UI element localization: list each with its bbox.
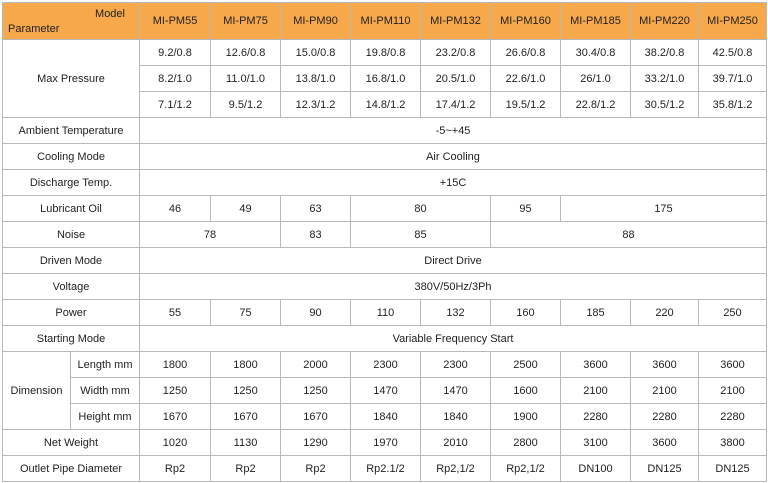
table-cell: 1130 bbox=[211, 430, 281, 456]
table-cell: 1250 bbox=[211, 378, 281, 404]
table-cell: 42.5/0.8 bbox=[699, 40, 767, 66]
table-cell: 80 bbox=[351, 196, 491, 222]
table-cell: 250 bbox=[699, 300, 767, 326]
table-cell: Rp2 bbox=[140, 456, 211, 482]
table-cell: -5~+45 bbox=[140, 118, 767, 144]
row-label: Discharge Temp. bbox=[3, 170, 140, 196]
table-cell: 26/1.0 bbox=[561, 66, 631, 92]
table-cell: 78 bbox=[140, 222, 281, 248]
row-label: Outlet Pipe Diameter bbox=[3, 456, 140, 482]
parameter-heading: Parameter bbox=[8, 23, 60, 35]
row-label: Starting Mode bbox=[3, 326, 140, 352]
table-cell: 2000 bbox=[281, 352, 351, 378]
table-cell: 12.3/1.2 bbox=[281, 92, 351, 118]
outlet-pipe-row bbox=[3, 456, 767, 482]
table-cell: Rp2.1/2 bbox=[351, 456, 421, 482]
row-label: Noise bbox=[3, 222, 140, 248]
table-cell: 160 bbox=[491, 300, 561, 326]
table-cell: 19.5/1.2 bbox=[491, 92, 561, 118]
table-cell: Rp2 bbox=[281, 456, 351, 482]
table-cell: 175 bbox=[561, 196, 767, 222]
sub-label: Height mm bbox=[71, 404, 140, 430]
model-header: MI-PM75 bbox=[211, 3, 281, 40]
model-header: MI-PM132 bbox=[421, 3, 491, 40]
table-cell: 1020 bbox=[140, 430, 211, 456]
table-cell: Air Cooling bbox=[140, 144, 767, 170]
spec-table bbox=[2, 2, 767, 482]
table-cell: 30.5/1.2 bbox=[631, 92, 699, 118]
table-cell: 22.6/1.0 bbox=[491, 66, 561, 92]
row-label: Ambient Temperature bbox=[3, 118, 140, 144]
noise-row bbox=[3, 222, 767, 248]
table-cell: 9.5/1.2 bbox=[211, 92, 281, 118]
table-cell: 1840 bbox=[421, 404, 491, 430]
model-heading: Model bbox=[95, 8, 125, 20]
table-cell: 1800 bbox=[140, 352, 211, 378]
table-cell: 2280 bbox=[699, 404, 767, 430]
table-cell: Rp2 bbox=[211, 456, 281, 482]
row-label: Dimension bbox=[3, 352, 71, 430]
sub-label: Length mm bbox=[71, 352, 140, 378]
table-cell: 3800 bbox=[699, 430, 767, 456]
row-label: Voltage bbox=[3, 274, 140, 300]
table-cell: 1470 bbox=[421, 378, 491, 404]
table-cell: 85 bbox=[351, 222, 491, 248]
table-cell: 1250 bbox=[281, 378, 351, 404]
table-cell: Rp2,1/2 bbox=[491, 456, 561, 482]
table-cell: 75 bbox=[211, 300, 281, 326]
table-cell: DN125 bbox=[699, 456, 767, 482]
table-cell: 17.4/1.2 bbox=[421, 92, 491, 118]
table-cell: Rp2,1/2 bbox=[421, 456, 491, 482]
header-corner bbox=[3, 3, 140, 40]
table-cell: 2100 bbox=[631, 378, 699, 404]
model-header: MI-PM55 bbox=[140, 3, 211, 40]
table-cell: Direct Drive bbox=[140, 248, 767, 274]
table-cell: 39.7/1.0 bbox=[699, 66, 767, 92]
table-cell: 1970 bbox=[351, 430, 421, 456]
max-pressure-row bbox=[3, 40, 767, 66]
table-cell: 63 bbox=[281, 196, 351, 222]
sub-label: Width mm bbox=[71, 378, 140, 404]
model-header: MI-PM220 bbox=[631, 3, 699, 40]
table-cell: 1290 bbox=[281, 430, 351, 456]
starting-mode-row bbox=[3, 326, 767, 352]
table-cell: 90 bbox=[281, 300, 351, 326]
table-cell: 14.8/1.2 bbox=[351, 92, 421, 118]
table-cell: 3600 bbox=[631, 430, 699, 456]
table-cell: 2280 bbox=[631, 404, 699, 430]
table-cell: 8.2/1.0 bbox=[140, 66, 211, 92]
table-cell: DN100 bbox=[561, 456, 631, 482]
table-cell: 110 bbox=[351, 300, 421, 326]
table-cell: 1670 bbox=[211, 404, 281, 430]
driven-mode-row bbox=[3, 248, 767, 274]
table-cell: 2100 bbox=[699, 378, 767, 404]
row-label: Power bbox=[3, 300, 140, 326]
discharge-temp-row bbox=[3, 170, 767, 196]
power-row bbox=[3, 300, 767, 326]
table-cell: 26.6/0.8 bbox=[491, 40, 561, 66]
table-cell: 2100 bbox=[561, 378, 631, 404]
table-cell: 16.8/1.0 bbox=[351, 66, 421, 92]
voltage-row bbox=[3, 274, 767, 300]
table-cell: 15.0/0.8 bbox=[281, 40, 351, 66]
table-cell: 1250 bbox=[140, 378, 211, 404]
table-cell: 9.2/0.8 bbox=[140, 40, 211, 66]
dimension-row bbox=[3, 378, 767, 404]
table-cell: 380V/50Hz/3Ph bbox=[140, 274, 767, 300]
table-cell: 7.1/1.2 bbox=[140, 92, 211, 118]
table-cell: 2500 bbox=[491, 352, 561, 378]
table-cell: 1600 bbox=[491, 378, 561, 404]
table-cell: 11.0/1.0 bbox=[211, 66, 281, 92]
table-cell: 46 bbox=[140, 196, 211, 222]
model-header: MI-PM160 bbox=[491, 3, 561, 40]
table-cell: 3600 bbox=[561, 352, 631, 378]
cooling-mode-row bbox=[3, 144, 767, 170]
table-cell: 22.8/1.2 bbox=[561, 92, 631, 118]
row-label: Net Weight bbox=[3, 430, 140, 456]
row-label: Driven Mode bbox=[3, 248, 140, 274]
table-cell: 2300 bbox=[421, 352, 491, 378]
table-cell: 1900 bbox=[491, 404, 561, 430]
table-cell: 1670 bbox=[140, 404, 211, 430]
table-cell: +15C bbox=[140, 170, 767, 196]
table-cell: 20.5/1.0 bbox=[421, 66, 491, 92]
model-header: MI-PM250 bbox=[699, 3, 767, 40]
row-label: Max Pressure bbox=[3, 40, 140, 118]
table-cell: 1470 bbox=[351, 378, 421, 404]
table-cell: 30.4/0.8 bbox=[561, 40, 631, 66]
table-cell: 1670 bbox=[281, 404, 351, 430]
table-cell: 3600 bbox=[699, 352, 767, 378]
table-cell: 33.2/1.0 bbox=[631, 66, 699, 92]
net-weight-row bbox=[3, 430, 767, 456]
table-cell: 12.6/0.8 bbox=[211, 40, 281, 66]
table-cell: 3100 bbox=[561, 430, 631, 456]
header-row bbox=[3, 3, 767, 40]
table-cell: Variable Frequency Start bbox=[140, 326, 767, 352]
table-cell: 23.2/0.8 bbox=[421, 40, 491, 66]
table-cell: 2010 bbox=[421, 430, 491, 456]
table-cell: 3600 bbox=[631, 352, 699, 378]
row-label: Lubricant Oil bbox=[3, 196, 140, 222]
table-cell: 220 bbox=[631, 300, 699, 326]
table-cell: 2800 bbox=[491, 430, 561, 456]
table-cell: 19.8/0.8 bbox=[351, 40, 421, 66]
table-cell: 2300 bbox=[351, 352, 421, 378]
table-cell: 35.8/1.2 bbox=[699, 92, 767, 118]
model-header: MI-PM90 bbox=[281, 3, 351, 40]
table-cell: 55 bbox=[140, 300, 211, 326]
ambient-temperature-row bbox=[3, 118, 767, 144]
table-cell: 49 bbox=[211, 196, 281, 222]
table-cell: 95 bbox=[491, 196, 561, 222]
table-cell: 1800 bbox=[211, 352, 281, 378]
table-cell: 1840 bbox=[351, 404, 421, 430]
row-label: Cooling Mode bbox=[3, 144, 140, 170]
table-cell: 88 bbox=[491, 222, 767, 248]
table-cell: 38.2/0.8 bbox=[631, 40, 699, 66]
table-cell: DN125 bbox=[631, 456, 699, 482]
table-cell: 185 bbox=[561, 300, 631, 326]
model-header: MI-PM185 bbox=[561, 3, 631, 40]
dimension-row bbox=[3, 352, 767, 378]
table-cell: 132 bbox=[421, 300, 491, 326]
lubricant-oil-row bbox=[3, 196, 767, 222]
dimension-row bbox=[3, 404, 767, 430]
table-cell: 2280 bbox=[561, 404, 631, 430]
table-cell: 13.8/1.0 bbox=[281, 66, 351, 92]
model-header: MI-PM110 bbox=[351, 3, 421, 40]
table-cell: 83 bbox=[281, 222, 351, 248]
